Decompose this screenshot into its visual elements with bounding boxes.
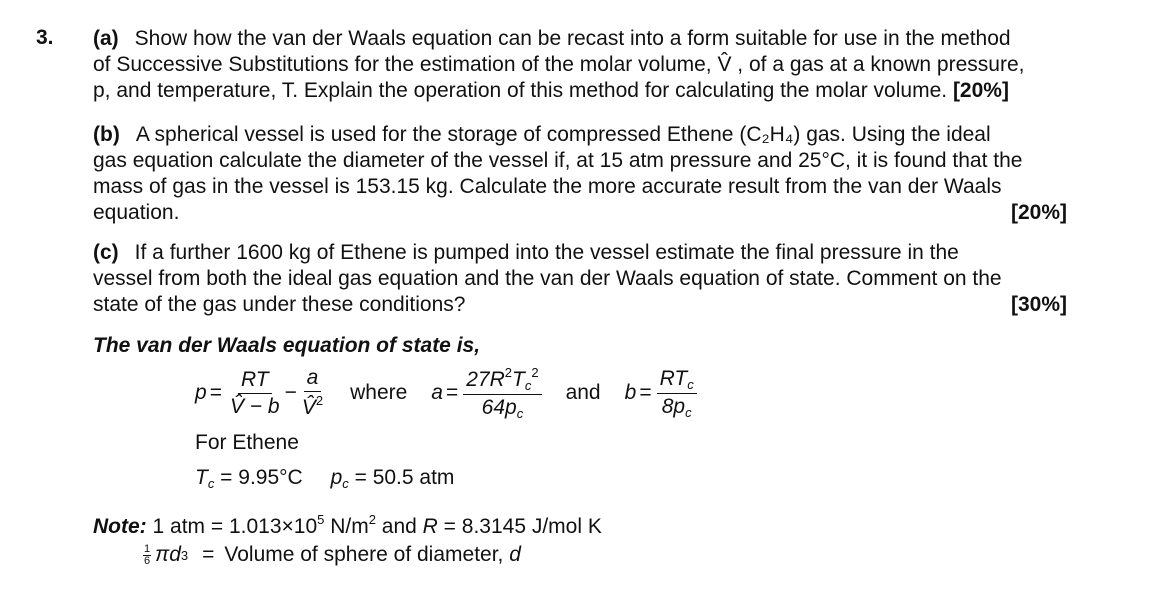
one-sixth: $\frac{1}{6}$ [144, 542, 151, 567]
van-der-waals-formula: p = $\frac{RT}{V̂ - b}$ − $\frac{a}{V̂^2}$ where a = $\frac{27R^2T_c^2}{64p_c}$ and b = $\frac{RT_c}{8p_c}$ [195, 362, 699, 424]
part-a-line-2: of Successive Substitutions for the estimation of the molar volume, V̂ , of a gas at a known pressure, [93, 53, 1025, 76]
a-over-v2: $\frac{a}{V̂^2}$ [301, 366, 324, 419]
part-b-line-2: gas equation calculate the diameter of the vessel if, at 15 atm pressure and 25°C, it is found that the [93, 149, 1023, 172]
part-a-marks: [20%] [952, 79, 1009, 102]
sphere-volume: $\frac{1}{6}$ πd 3 = Volume of sphere of diameter, d [144, 542, 521, 567]
part-b-line-4: equation. [20%] [93, 201, 1067, 224]
b-definition: $\frac{RT_c}{8p_c}$ [657, 367, 697, 420]
equation-heading: The van der Waals equation of state is, [93, 334, 481, 357]
and-text: and [565, 381, 601, 404]
part-c-line-1: (c) If a further 1600 kg of Ethene is pumped into the vessel estimate the final pressure in the [93, 241, 959, 264]
part-b-label: (b) [93, 123, 120, 146]
part-c-line-2: vessel from both the ideal gas equation and the van der Waals equation of state. Comment on the [93, 267, 1002, 290]
part-b-line-1: (b) A spherical vessel is used for the storage of compressed Ethene (C₂H₄) gas. Using the ideal [93, 123, 991, 146]
rt-over-vb: $\frac{RT}{V̂ - b}$ [229, 367, 280, 418]
part-a-label: (a) [93, 27, 119, 50]
part-c-marks: [30%] [1010, 293, 1067, 316]
a-definition: $\frac{27R^2T_c^2}{64p_c}$ [463, 365, 541, 421]
part-a-line-1: (a) Show how the van der Waals equation can be recast into a form suitable for use in the method [93, 27, 1011, 50]
part-c-line-3: state of the gas under these conditions? [30%] [93, 293, 1067, 316]
part-c-label: (c) [93, 241, 119, 264]
for-ethene-label: For Ethene [195, 431, 299, 454]
note: Note: 1 atm = $1.013\times 10^5$ $N/m^2$ and R = 8.3145 J/mol K [93, 512, 602, 538]
critical-constants: $T_c = 9.95^\circ C$ $p_c = 50.5$ atm [195, 466, 455, 491]
part-a-line-3: p, and temperature, T. Explain the operation of this method for calculating the molar volume. [20%] [93, 79, 1009, 102]
part-b [93, 122, 1097, 226]
pc-value: = 50.5 atm [354, 466, 455, 489]
part-a [93, 26, 1097, 104]
part-c [93, 240, 1097, 318]
note-label: Note: [93, 515, 147, 538]
where-text: where [350, 381, 408, 404]
part-b-line-3: mass of gas in the vessel is 153.15 kg. Calculate the more accurate result from the van der Waals [93, 175, 1002, 198]
tc-value: = 9.95°C [220, 466, 303, 489]
part-b-marks: [20%] [1010, 201, 1067, 224]
question-number: 3. [36, 26, 54, 49]
